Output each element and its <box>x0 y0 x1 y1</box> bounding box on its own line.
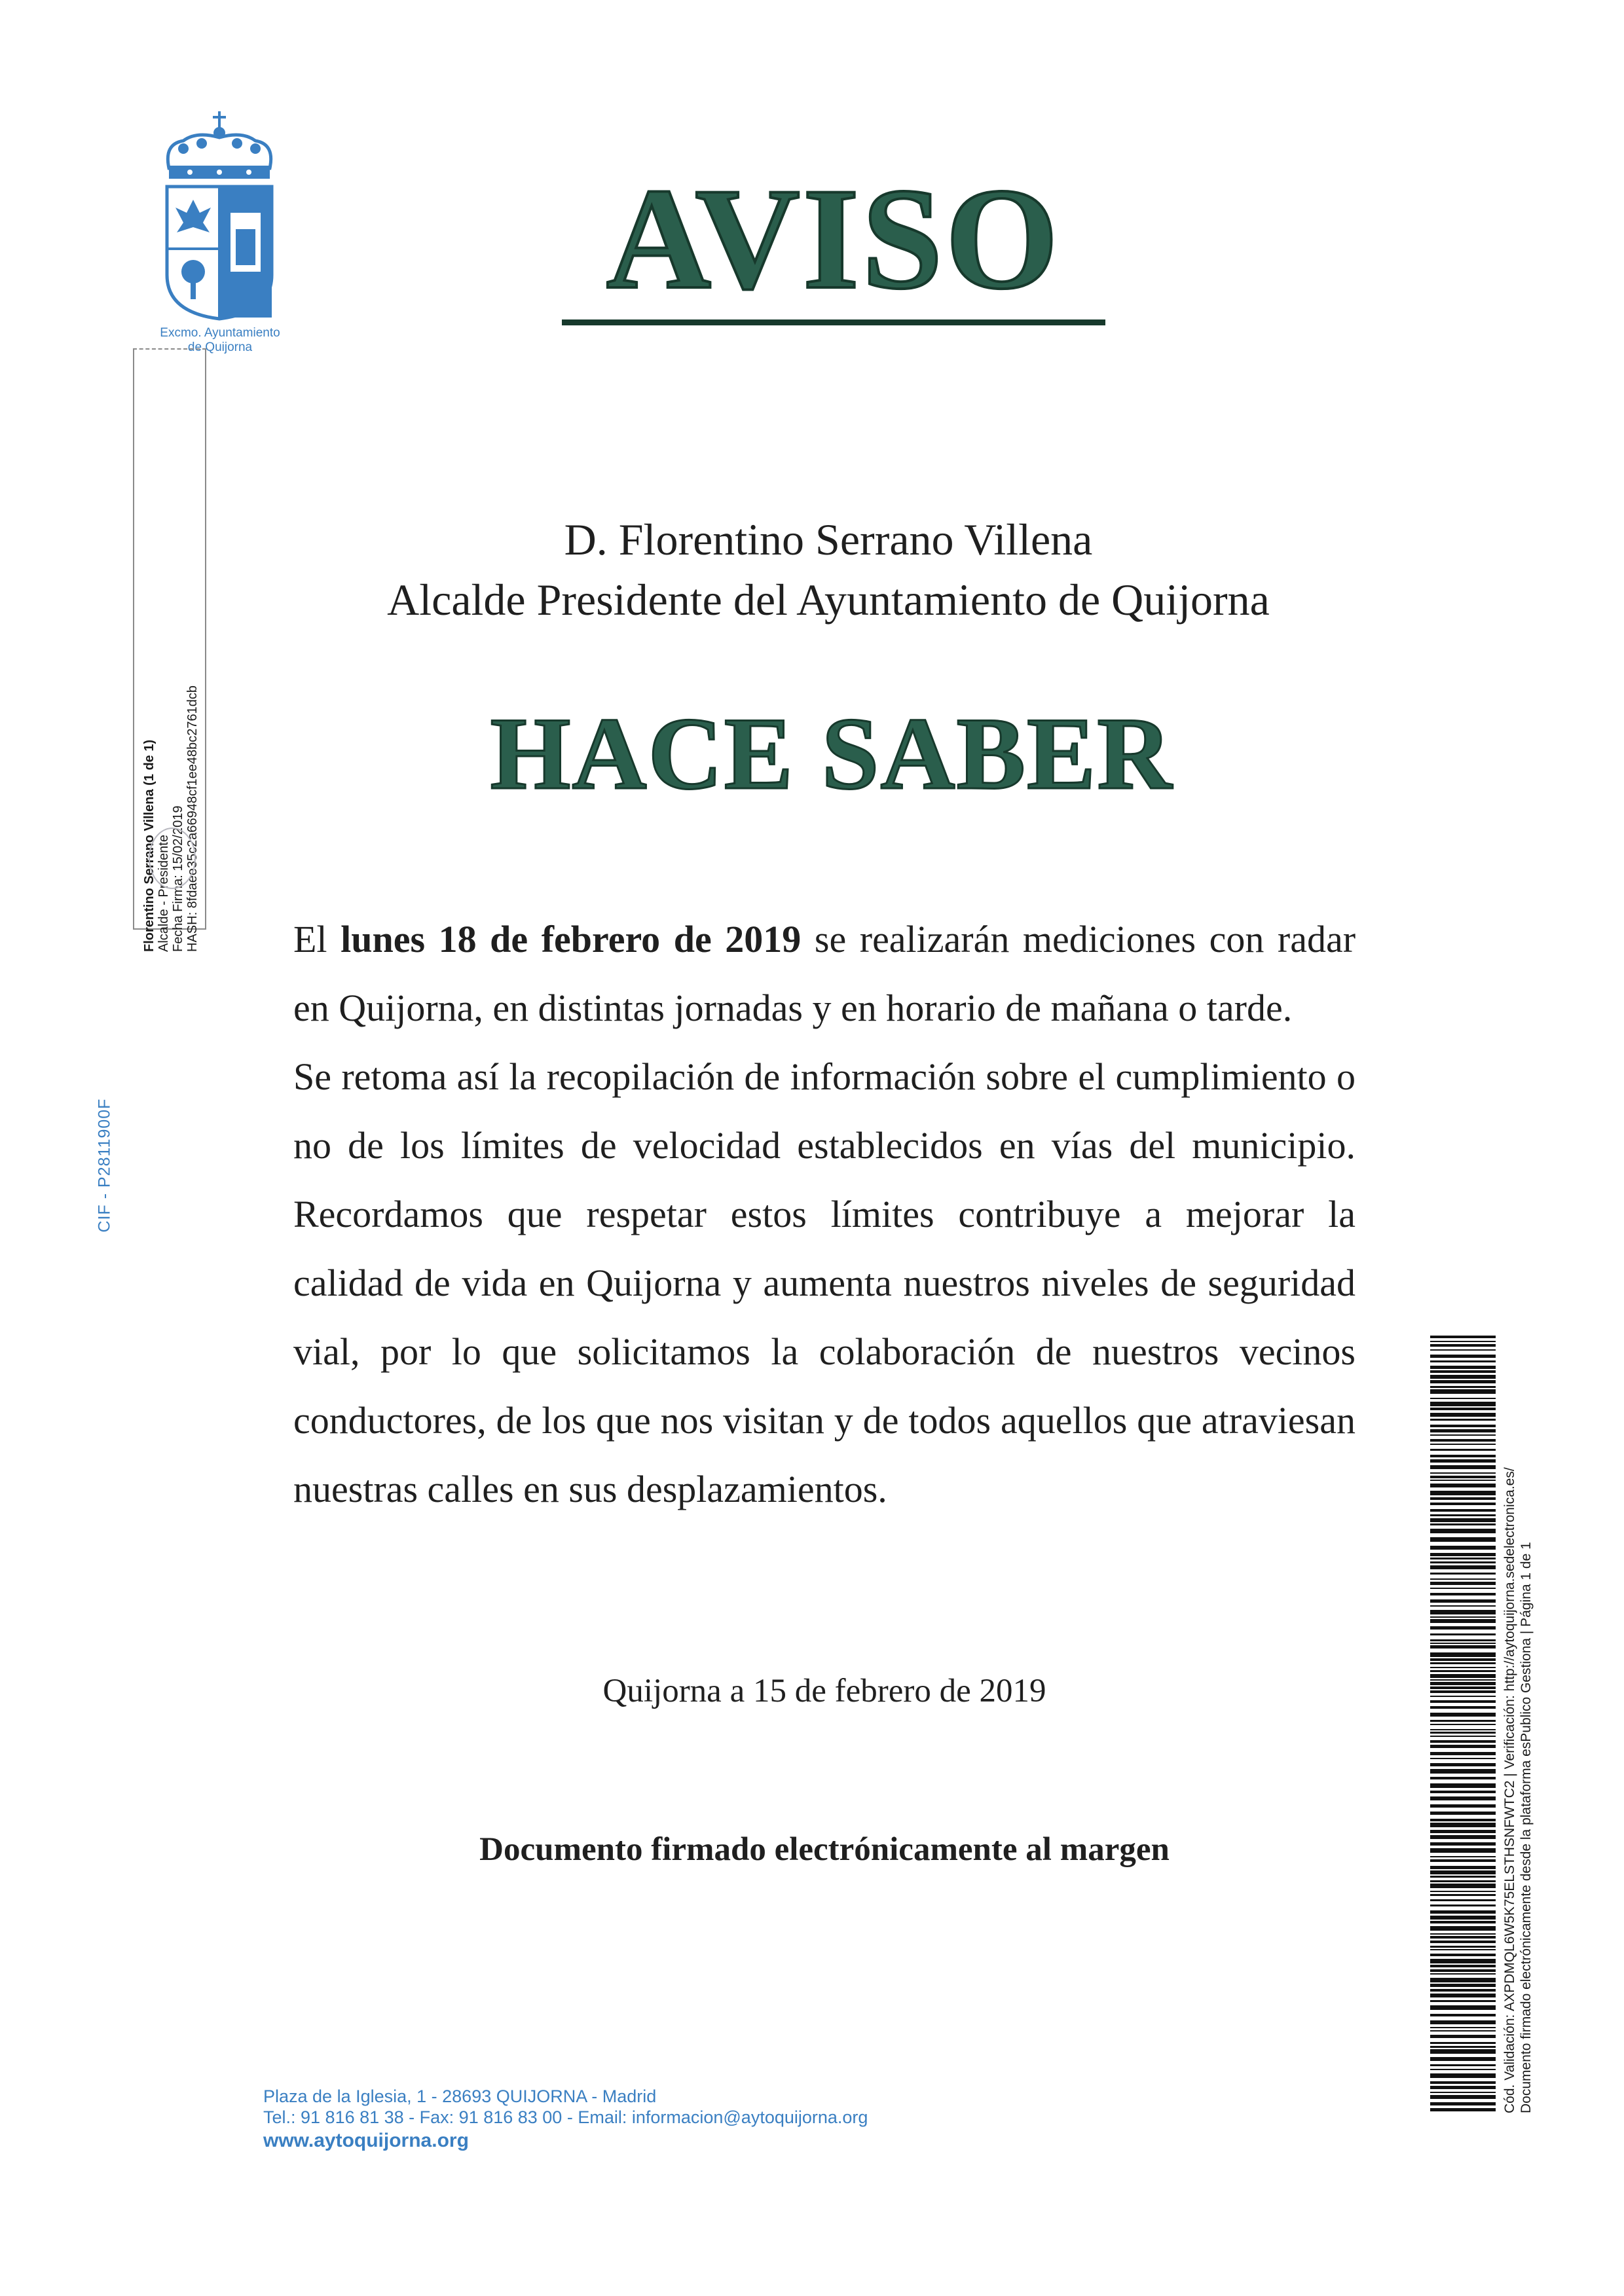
barcode-bar <box>1430 1959 1496 1963</box>
barcode-bar <box>1430 1899 1496 1901</box>
notice-body <box>293 905 1356 1523</box>
barcode-bar <box>1430 1491 1496 1495</box>
barcode-bar <box>1430 1455 1496 1457</box>
barcode-bar <box>1430 1514 1496 1516</box>
barcode-bar <box>1430 1870 1496 1874</box>
barcode-bar <box>1430 1674 1496 1678</box>
barcode-bar <box>1430 2049 1496 2054</box>
barcode-bar <box>1430 1696 1496 1697</box>
barcode-bar <box>1430 1965 1496 1967</box>
footer-website: www.aytoquijorna.org <box>263 2130 469 2151</box>
barcode-bar <box>1430 2014 1496 2016</box>
footer-address: Plaza de la Iglesia, 1 - 28693 QUIJORNA - Madrid <box>263 2086 657 2106</box>
barcode-bar <box>1430 1736 1496 1737</box>
barcode-bar <box>1430 1670 1496 1672</box>
barcode-bar <box>1430 1472 1496 1474</box>
barcode-bar <box>1430 1904 1496 1906</box>
barcode-bar <box>1430 2086 1496 2089</box>
barcode-bar <box>1430 1537 1496 1542</box>
logo-caption-line1: Excmo. Ayuntamiento <box>160 326 280 340</box>
barcode-bar <box>1430 2030 1496 2032</box>
barcode-bar <box>1430 1804 1496 1808</box>
barcode-bar <box>1430 1419 1496 1421</box>
barcode-bar <box>1430 1561 1496 1563</box>
barcode-bar <box>1430 1484 1496 1487</box>
barcode-bar <box>1430 1686 1496 1689</box>
validation-code: Cód. Validación: AXPDMQL6W5K75ELSTHSNFWTC2 | Verificación: http://aytoquijorna.sedelectronica.es/ <box>1502 1467 1517 2113</box>
barcode-bar <box>1430 1880 1496 1882</box>
barcode-bar <box>1430 1610 1496 1614</box>
barcode-bar <box>1430 1658 1496 1661</box>
barcode-bar <box>1430 1946 1496 1948</box>
barcode-bar <box>1430 1413 1496 1417</box>
barcode-bar <box>1430 1344 1496 1347</box>
barcode-bar <box>1430 2057 1496 2061</box>
barcode-bar <box>1430 1429 1496 1432</box>
barcode-bar <box>1430 1565 1496 1569</box>
barcode-bar <box>1430 1926 1496 1931</box>
barcode-bar <box>1430 1360 1496 1362</box>
barcode-bar <box>1430 1823 1496 1827</box>
barcode-bar <box>1430 1936 1496 1939</box>
barcode-bar <box>1430 1439 1496 1442</box>
barcode-bar <box>1430 1848 1496 1853</box>
barcode-bar <box>1430 1769 1496 1774</box>
barcode-bar <box>1430 1582 1496 1585</box>
barcode-bar <box>1430 2064 1496 2066</box>
barcode-bar <box>1430 1652 1496 1657</box>
validation-barcode <box>1430 1336 1496 2112</box>
barcode-bar <box>1430 1366 1496 1369</box>
barcode-bar <box>1430 1740 1496 1743</box>
barcode-bar <box>1430 1842 1496 1846</box>
barcode-bar <box>1430 1916 1496 1920</box>
barcode-bar <box>1430 1370 1496 1373</box>
barcode-bar <box>1430 1662 1496 1664</box>
barcode-bar <box>1430 1588 1496 1589</box>
barcode-bar <box>1430 1444 1496 1445</box>
barcode-bar <box>1430 1389 1496 1394</box>
barcode-bar <box>1430 1819 1496 1821</box>
signer-role: Alcalde - Presidente <box>157 835 171 952</box>
barcode-bar <box>1430 1856 1496 1857</box>
barcode-bar <box>1430 1954 1496 1956</box>
barcode-bar <box>1430 2102 1496 2105</box>
barcode-bar <box>1430 1667 1496 1668</box>
barcode-bar <box>1430 1989 1496 1992</box>
paragraph-1-start: El <box>293 918 341 960</box>
barcode-bar <box>1430 1729 1496 1730</box>
barcode-bar <box>1430 1529 1496 1533</box>
barcode-bar <box>1430 2081 1496 2084</box>
barcode-bar <box>1430 1891 1496 1892</box>
barcode-bar <box>1430 1732 1496 1734</box>
barcode-bar <box>1430 2005 1496 2010</box>
barcode-bar <box>1430 1994 1496 1997</box>
barcode-bar <box>1430 1619 1496 1623</box>
barcode-bar <box>1430 1876 1496 1878</box>
barcode-bar <box>1430 2027 1496 2028</box>
barcode-bar <box>1430 1984 1496 1987</box>
logo-caption-line2: de Quijorna <box>187 340 253 354</box>
barcode-bar <box>1430 1578 1496 1580</box>
barcode-bar <box>1430 1375 1496 1379</box>
barcode-bar <box>1430 1553 1496 1556</box>
barcode-bar <box>1430 1380 1496 1383</box>
electronic-signature-box <box>133 348 206 952</box>
barcode-bar <box>1430 1398 1496 1399</box>
barcode-bar <box>1430 1341 1496 1342</box>
footer <box>263 2086 984 2154</box>
barcode-bar <box>1430 1465 1496 1469</box>
barcode-bar <box>1430 1523 1496 1525</box>
barcode-bar <box>1430 1949 1496 1950</box>
barcode-bar <box>1430 1386 1496 1388</box>
barcode-bar <box>1430 1679 1496 1681</box>
barcode-bar <box>1430 1933 1496 1935</box>
paragraph-1 <box>293 905 1356 1042</box>
signature-seal-icon <box>149 828 196 889</box>
validation-text <box>1502 1334 1534 2113</box>
barcode-bar <box>1430 1783 1496 1788</box>
barcode-bar <box>1430 1745 1496 1748</box>
signed-note: Documento firmado electrónicamente al margen <box>479 1831 1170 1868</box>
barcode-bar <box>1430 1336 1496 1338</box>
barcode-bar <box>1430 1978 1496 1982</box>
barcode-bar <box>1430 1503 1496 1505</box>
barcode-bar <box>1430 1706 1496 1709</box>
barcode-bar <box>1430 1605 1496 1607</box>
barcode-bar <box>1430 1459 1496 1463</box>
barcode-bar <box>1430 2069 1496 2070</box>
barcode-bar <box>1430 1558 1496 1559</box>
barcode-bar <box>1430 1752 1496 1755</box>
mayor-position: Alcalde Presidente del Ayuntamiento de Quijorna <box>387 575 1270 625</box>
barcode-bar <box>1430 1796 1496 1800</box>
paragraph-1-rest: se realizarán mediciones con radar en Quijorna, en distintas jornadas y en horario de mañana o tarde. <box>293 918 1356 1029</box>
barcode-bar <box>1430 1434 1496 1436</box>
barcode-bar <box>1430 1599 1496 1603</box>
barcode-bar <box>1430 1720 1496 1722</box>
barcode-bar <box>1430 1480 1496 1481</box>
barcode-bar <box>1430 2000 1496 2002</box>
barcode-bar <box>1430 1713 1496 1717</box>
barcode-bar <box>1430 2020 1496 2024</box>
footer-contact: Tel.: 91 816 81 38 - Fax: 91 816 83 00 - Email: informacion@aytoquijorna.org <box>263 2107 868 2127</box>
barcode-bar <box>1430 1835 1496 1839</box>
signer-name: Florentino Serrano Villena (1 de 1) <box>142 739 157 952</box>
barcode-bar <box>1430 1690 1496 1693</box>
barcode-bar <box>1430 1639 1496 1641</box>
signature-hash: HASH: 8fdaee35c2a66948cf1ee48bc2761dcb <box>185 685 200 952</box>
barcode-bar <box>1430 1973 1496 1975</box>
barcode-bar <box>1430 1626 1496 1630</box>
barcode-bar <box>1430 1509 1496 1512</box>
barcode-bar <box>1430 1812 1496 1815</box>
barcode-bar <box>1430 1546 1496 1550</box>
barcode-bar <box>1430 1866 1496 1869</box>
barcode-bar <box>1430 1830 1496 1833</box>
barcode-bar <box>1430 1349 1496 1351</box>
barcode-bar <box>1430 1884 1496 1888</box>
barcode-bar <box>1430 1633 1496 1635</box>
barcode-bar <box>1430 1941 1496 1943</box>
barcode-bar <box>1430 1408 1496 1410</box>
barcode-bar <box>1430 1616 1496 1618</box>
barcode-bar <box>1430 1758 1496 1759</box>
barcode-bar <box>1430 1355 1496 1358</box>
barcode-bar <box>1430 1921 1496 1923</box>
proclamation-heading: HACE SABER <box>490 697 1173 811</box>
barcode-bar <box>1430 1910 1496 1914</box>
barcode-bar <box>1430 2046 1496 2048</box>
barcode-bar <box>1430 2092 1496 2093</box>
barcode-bar <box>1430 2042 1496 2044</box>
barcode-bar <box>1430 1859 1496 1862</box>
barcode-bar <box>1430 1894 1496 1896</box>
notice-date-highlight: lunes 18 de febrero de 2019 <box>341 918 802 960</box>
barcode-bar <box>1430 1449 1496 1451</box>
mayor-name: D. Florentino Serrano Villena <box>564 515 1093 564</box>
barcode-bar <box>1430 1402 1496 1406</box>
barcode-bar <box>1430 1425 1496 1427</box>
validation-platform: Documento firmado electrónicamente desde la plataforma esPublico Gestiona | Página 1 de 1 <box>1519 1542 1534 2113</box>
barcode-bar <box>1430 1682 1496 1685</box>
barcode-bar <box>1430 1593 1496 1595</box>
barcode-bar <box>1430 1969 1496 1972</box>
barcode-bar <box>1430 1763 1496 1766</box>
barcode-bar <box>1430 1645 1496 1649</box>
cif-number: CIF - P2811900F <box>95 1098 114 1233</box>
barcode-bar <box>1430 2073 1496 2078</box>
barcode-bar <box>1430 1724 1496 1725</box>
barcode-bar <box>1430 2035 1496 2038</box>
barcode-bar <box>1430 1476 1496 1478</box>
barcode-bar <box>1430 1791 1496 1793</box>
coat-of-arms-logo <box>157 108 282 324</box>
document-title: AVISO <box>606 158 1061 319</box>
barcode-bar <box>1430 2095 1496 2099</box>
barcode-bar <box>1430 1700 1496 1703</box>
barcode-bar <box>1430 1777 1496 1779</box>
barcode-bar <box>1430 1643 1496 1644</box>
paragraph-2: Se retoma así la recopilación de información sobre el cumplimiento o no de los límites de velocidad establecidos en vías del municipio. Recordamos que respetar estos límites contribuye a mejorar la calidad de vida en Quijorna y aumenta nuestros niveles de seguridad vial, por lo que solicitamos la colaboración de nuestros vecinos conductores, de los que nos visitan y de todos aquellos que atraviesan nuestras calles en sus desplazamientos. <box>293 1055 1356 1510</box>
barcode-bar <box>1430 2108 1496 2111</box>
mayor-block <box>262 509 1395 630</box>
place-and-date: Quijorna a 15 de febrero de 2019 <box>602 1673 1046 1709</box>
title-underline <box>562 319 1105 325</box>
barcode-bar <box>1430 1573 1496 1575</box>
barcode-bar <box>1430 1497 1496 1500</box>
barcode-bar <box>1430 1518 1496 1522</box>
signature-date: Fecha Firma: 15/02/2019 <box>171 805 185 952</box>
